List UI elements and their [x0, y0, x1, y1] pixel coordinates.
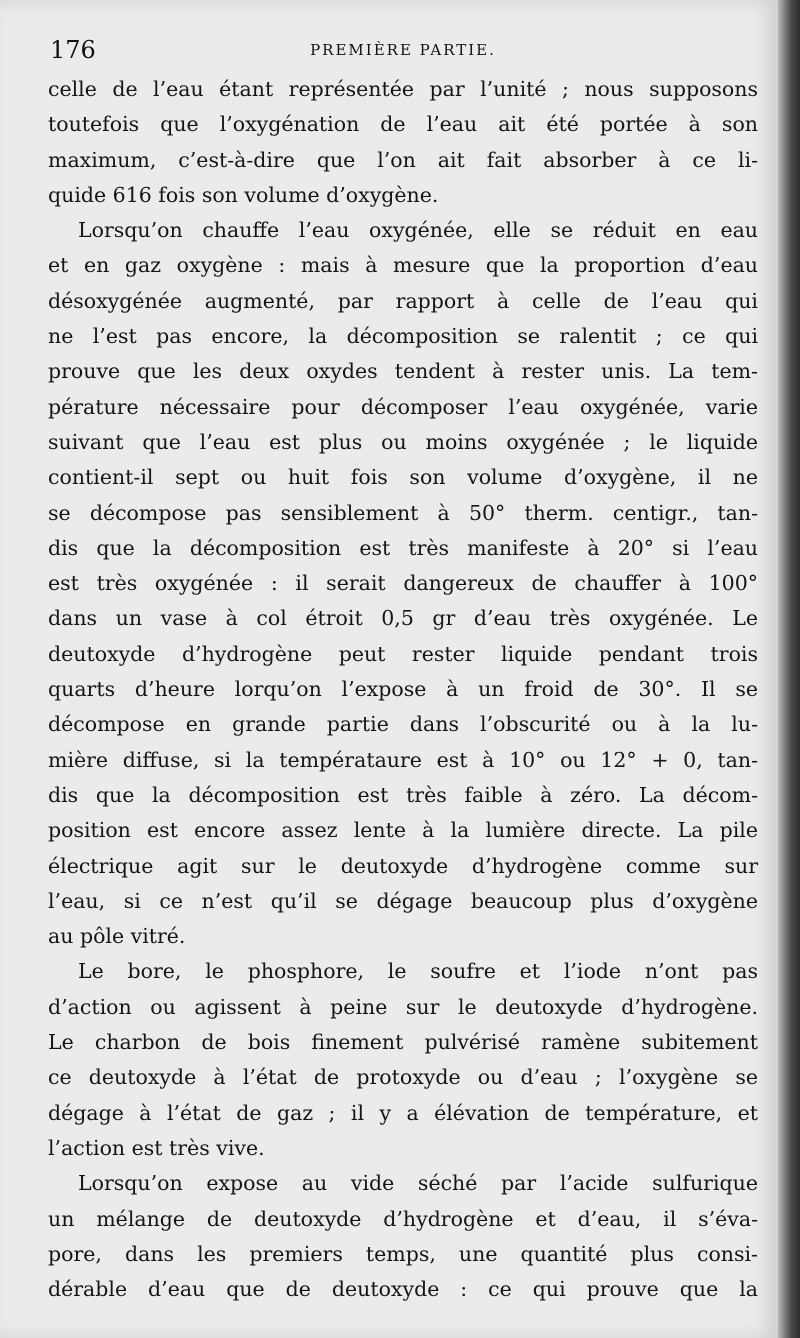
text-line: décompose en grande partie dans l’obscurité ou à la lu-: [48, 712, 758, 737]
text-line: Le charbon de bois finement pulvérisé ramène subitement: [48, 1030, 758, 1055]
text-line: pérature nécessaire pour décomposer l’eau oxygénée, varie: [48, 394, 758, 419]
text-line: d’action ou agissent à peine sur le deutoxyde d’hydrogène.: [48, 994, 758, 1019]
text-line: l’eau, si ce n’est qu’il se dégage beaucoup plus d’oxygène: [48, 888, 758, 913]
text-line: est très oxygénée : il serait dangereux de chauffer à 100°: [48, 571, 758, 596]
text-line: un mélange de deutoxyde d’hydrogène et d’eau, il s’éva-: [48, 1206, 758, 1231]
text-line: ne l’est pas encore, la décomposition se ralentit ; ce qui: [48, 324, 758, 349]
text-line: Le bore, le phosphore, le soufre et l’iode n’ont pas: [78, 959, 758, 984]
text-line: quarts d’heure lorqu’on l’expose à un froid de 30°. Il se: [48, 677, 758, 702]
text-line: dis que la décomposition est très manifeste à 20° si l’eau: [48, 535, 758, 560]
text-line: mière diffuse, si la températaure est à 10° ou 12° + 0, tan-: [48, 747, 758, 772]
text-line: celle de l’eau étant représentée par l’unité ; nous supposons: [48, 77, 758, 101]
text-line: position est encore assez lente à la lumière directe. La pile: [48, 818, 758, 843]
text-line: au pôle vitré.: [48, 924, 186, 949]
text-line: désoxygénée augmenté, par rapport à celle de l’eau qui: [48, 288, 758, 313]
text-line: deutoxyde d’hydrogène peut rester liquide pendant trois: [48, 641, 758, 666]
text-line: dégage à l’état de gaz ; il y a élévation de température, et: [48, 1100, 758, 1125]
text-line: ce deutoxyde à l’état de protoxyde ou d’eau ; l’oxygène se: [48, 1065, 758, 1090]
running-head: PREMIÈRE PARTIE.: [310, 41, 496, 59]
text-line: et en gaz oxygène : mais à mesure que la proportion d’eau: [48, 253, 758, 278]
text-line: pore, dans les premiers temps, une quantité plus consi-: [48, 1241, 758, 1266]
text-line: dis que la décomposition est très faible à zéro. La décom-: [48, 782, 758, 807]
text-line: dérable d’eau que de deutoxyde : ce qui prouve que la: [48, 1277, 758, 1302]
text-line: dans un vase à col étroit 0,5 gr d’eau très oxygénée. Le: [48, 606, 758, 631]
text-line: électrique agit sur le deutoxyde d’hydrogène comme sur: [48, 853, 758, 878]
text-line: contient-il sept ou huit fois son volume d’oxygène, il ne: [48, 465, 758, 490]
text-line: prouve que les deux oxydes tendent à rester unis. La tem-: [48, 359, 758, 384]
page-header: [50, 36, 756, 66]
text-line: quide 616 fois son volume d’oxygène.: [48, 182, 439, 207]
text-line: l’action est très vive.: [48, 1135, 265, 1160]
body-text: [48, 72, 758, 1307]
text-line: maximum, c’est-à-dire que l’on ait fait absorber à ce li-: [48, 147, 758, 172]
text-line: Lorsqu’on expose au vide séché par l’acide sulfurique: [78, 1171, 758, 1196]
page-number: 176: [50, 36, 96, 64]
page-edge-shadow: [778, 0, 800, 1338]
text-line: se décompose pas sensiblement à 50° therm. centigr., tan-: [48, 500, 758, 525]
text-line: Lorsqu’on chauffe l’eau oxygénée, elle se réduit en eau: [78, 218, 758, 243]
text-line: suivant que l’eau est plus ou moins oxygénée ; le liquide: [48, 429, 758, 454]
text-line: toutefois que l’oxygénation de l’eau ait été portée à son: [48, 112, 758, 137]
